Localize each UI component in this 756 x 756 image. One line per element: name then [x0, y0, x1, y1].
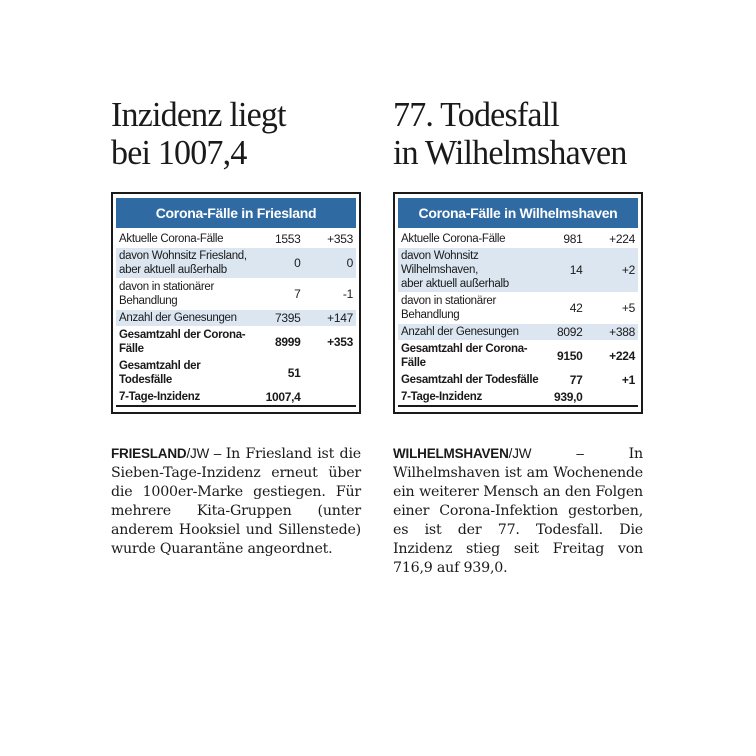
dateline: FRIESLAND/JW –	[111, 446, 226, 461]
stats-row	[398, 341, 638, 372]
stats-row	[116, 279, 356, 310]
stats-label-line: 7-Tage-Inzidenz	[401, 391, 482, 403]
stats-label-line: Wilhelmshaven,	[401, 264, 478, 276]
stats-label-line: aber aktuell außerhalb	[401, 278, 509, 290]
stats-value: 77	[542, 372, 586, 389]
headline	[111, 96, 361, 178]
stats-label-line: aber aktuell außerhalb	[119, 264, 227, 276]
article-body	[111, 444, 361, 559]
stats-value: 1007,4	[260, 389, 304, 407]
stats-row	[116, 310, 356, 327]
stats-change: +353	[304, 327, 356, 358]
stats-label-line: Behandlung	[401, 309, 460, 321]
stats-row	[398, 324, 638, 341]
stats-label-line: Todesfälle	[119, 374, 173, 386]
headline-line: in Wilhelmshaven	[393, 134, 627, 173]
agency-tag: /JW –	[186, 446, 226, 461]
stats-label-line: Fälle	[119, 343, 144, 355]
stats-box	[111, 192, 361, 414]
stats-label-line: Gesamtzahl der Corona-	[119, 329, 246, 341]
stats-change: 0	[304, 248, 356, 279]
stats-label-line: Aktuelle Corona-Fälle	[401, 233, 506, 245]
stats-row	[116, 231, 356, 248]
stats-label	[398, 341, 542, 372]
article-body	[393, 444, 643, 578]
stats-row	[398, 389, 638, 407]
stats-label-line: Fälle	[401, 357, 426, 369]
stats-value: 0	[260, 248, 304, 279]
stats-label-line: Gesamtzahl der Todesfälle	[401, 374, 539, 386]
stats-value: 8092	[542, 324, 586, 341]
stats-change: +224	[586, 341, 638, 372]
stats-label-line: davon Wohnsitz	[401, 250, 479, 262]
stats-label-line: Gesamtzahl der Corona-	[401, 343, 528, 355]
headline	[393, 96, 643, 178]
stats-change: -1	[304, 279, 356, 310]
stats-label	[116, 358, 260, 389]
stats-change: +353	[304, 231, 356, 248]
article-friesland	[111, 96, 361, 559]
stats-row	[116, 248, 356, 279]
stats-value: 981	[542, 231, 586, 248]
stats-label	[116, 389, 260, 407]
stats-label	[398, 231, 542, 248]
stats-change	[304, 389, 356, 407]
stats-label-line: Aktuelle Corona-Fälle	[119, 233, 224, 245]
stats-value: 42	[542, 293, 586, 324]
article-text: In Friesland ist die Sieben-Tage-Inzidenz erneut über die 1000er-Marke gestiegen. Für mehrere Kita-Gruppen (unter anderem Hooksiel und Sillenstede) wurde Quarantäne angeordnet.	[111, 446, 361, 557]
headline-line: 77. Todesfall	[393, 96, 560, 135]
stats-label-line: Anzahl der Genesungen	[401, 326, 519, 338]
stats-row	[116, 358, 356, 389]
stats-value: 7395	[260, 310, 304, 327]
stats-label-line: davon in stationärer	[401, 295, 497, 307]
stats-label	[116, 279, 260, 310]
stats-change: +147	[304, 310, 356, 327]
stats-change	[586, 389, 638, 407]
headline-line: Inzidenz liegt	[111, 96, 286, 135]
stats-table	[398, 231, 638, 407]
stats-label-line: Gesamtzahl der	[119, 360, 201, 372]
stats-label-line: 7-Tage-Inzidenz	[119, 391, 200, 403]
stats-value: 939,0	[542, 389, 586, 407]
stats-label	[398, 324, 542, 341]
stats-value: 7	[260, 279, 304, 310]
stats-label-line: davon in stationärer	[119, 281, 215, 293]
stats-row	[398, 293, 638, 324]
stats-label	[398, 248, 542, 293]
stats-label	[116, 231, 260, 248]
stats-row	[116, 389, 356, 407]
stats-label	[116, 310, 260, 327]
stats-label	[398, 293, 542, 324]
dateline: WILHELMSHAVEN/JW –	[393, 446, 629, 461]
stats-change: +1	[586, 372, 638, 389]
stats-change	[304, 358, 356, 389]
stats-row	[116, 327, 356, 358]
stats-change: +388	[586, 324, 638, 341]
stats-box	[393, 192, 643, 414]
stats-row	[398, 231, 638, 248]
stats-change: +224	[586, 231, 638, 248]
stats-label-line: Behandlung	[119, 295, 178, 307]
stats-label-line: Anzahl der Genesungen	[119, 312, 237, 324]
stats-change: +2	[586, 248, 638, 293]
stats-table	[116, 231, 356, 407]
stats-value: 14	[542, 248, 586, 293]
stats-value: 1553	[260, 231, 304, 248]
stats-label	[398, 372, 542, 389]
article-text: In Wilhelmshaven ist am Wochenende ein weiterer Mensch an den Folgen einer Corona-Infektion gestorben, es ist der 77. Todesfall. Die Inzidenz stieg seit Freitag von 716,9 auf 939,0.	[393, 446, 643, 576]
stats-box-title: Corona-Fälle in Friesland	[116, 198, 356, 228]
stats-value: 9150	[542, 341, 586, 372]
stats-row	[398, 248, 638, 293]
stats-change: +5	[586, 293, 638, 324]
stats-value: 8999	[260, 327, 304, 358]
stats-row	[398, 372, 638, 389]
stats-label-line: davon Wohnsitz Friesland,	[119, 250, 247, 262]
stats-label	[116, 248, 260, 279]
stats-label	[398, 389, 542, 407]
headline-line: bei 1007,4	[111, 134, 247, 173]
stats-label	[116, 327, 260, 358]
stats-value: 51	[260, 358, 304, 389]
stats-box-title: Corona-Fälle in Wilhelmshaven	[398, 198, 638, 228]
agency-tag: /JW –	[508, 446, 629, 461]
article-wilhelmshaven	[393, 96, 643, 578]
